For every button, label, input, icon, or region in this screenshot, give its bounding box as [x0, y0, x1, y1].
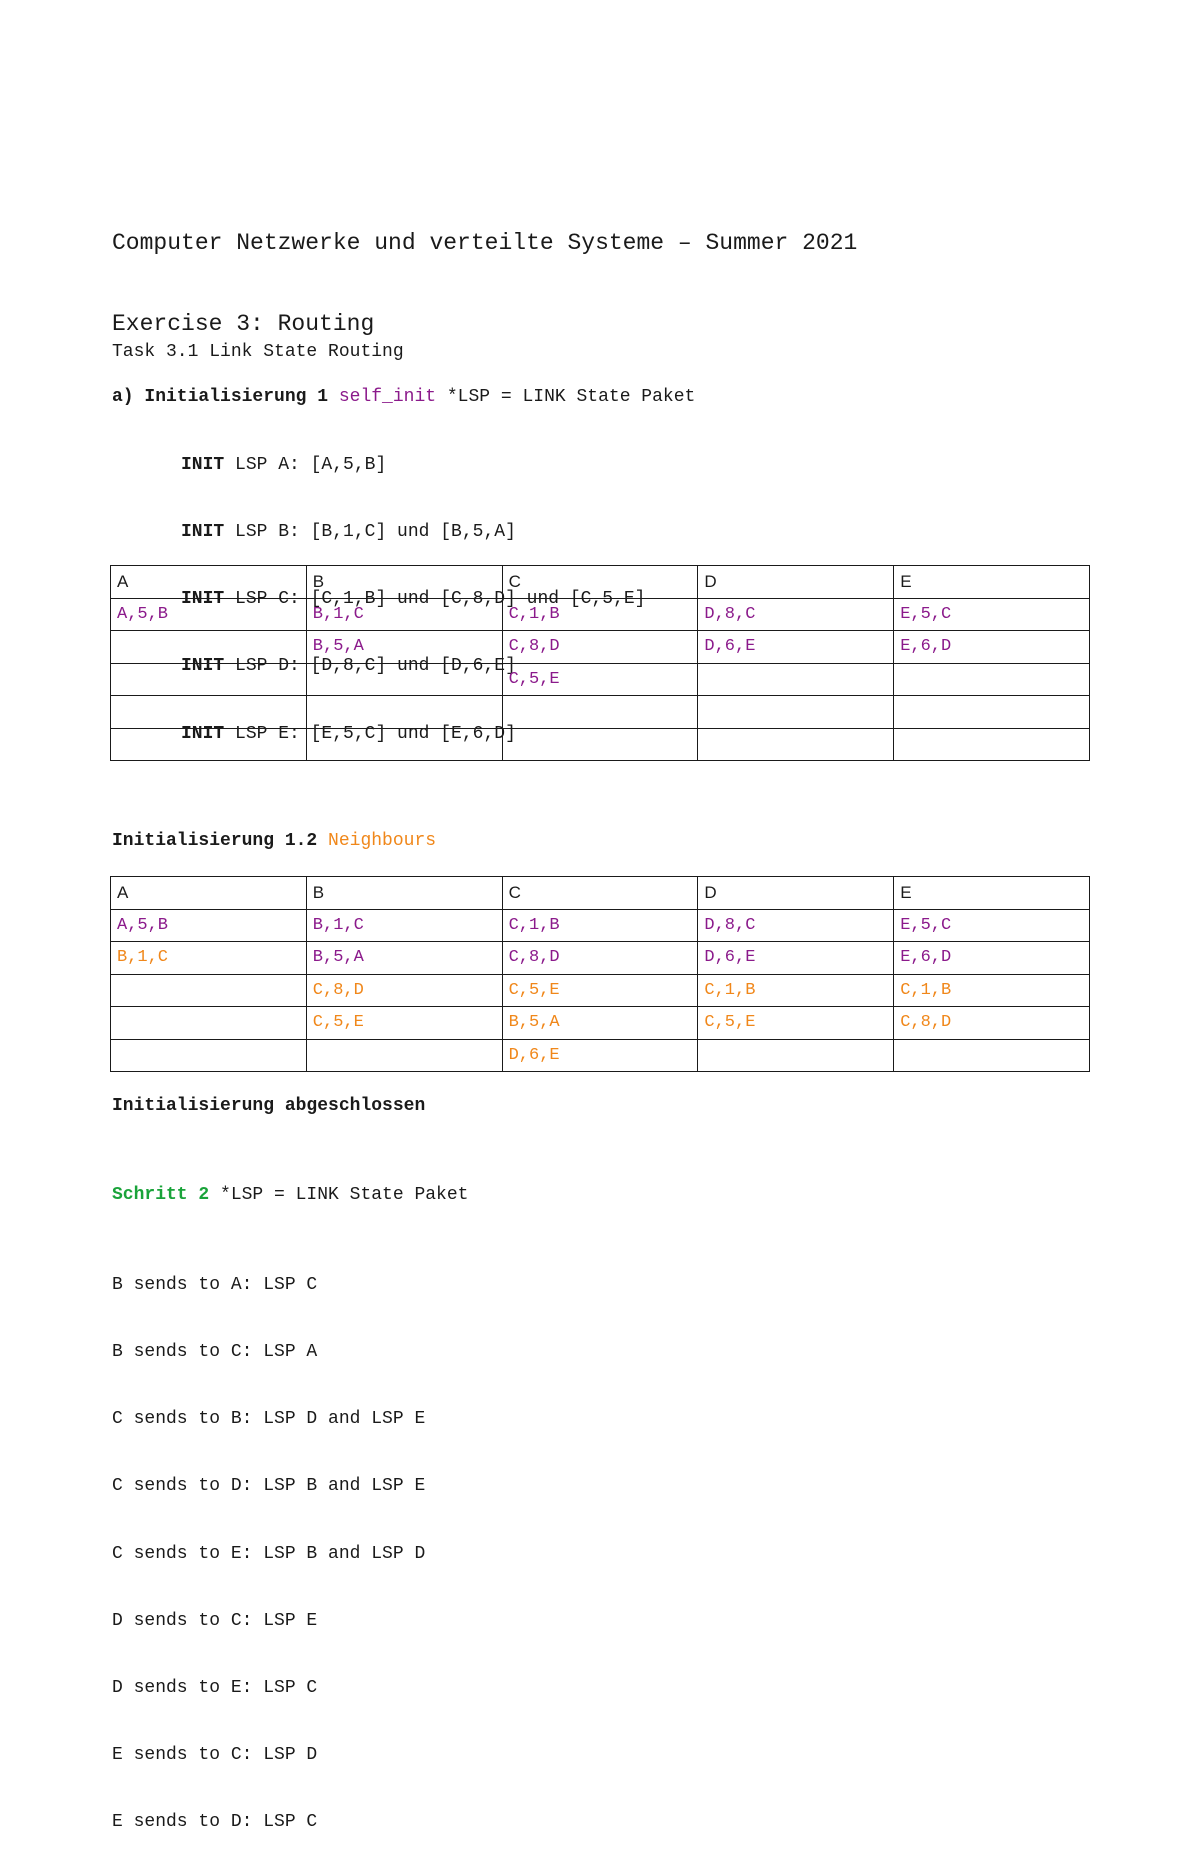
- lsp-line: INIT LSP E: [E,5,C] und [E,6,D]: [181, 723, 516, 744]
- table-cell: [698, 663, 894, 696]
- table-row: [111, 909, 1090, 942]
- table-row: [111, 728, 1090, 761]
- send-line: B sends to A: LSP C: [112, 1274, 318, 1295]
- table-cell: D,6,E: [502, 1039, 698, 1072]
- table-cell: C,1,B: [502, 598, 698, 631]
- init1-suffix: *LSP = LINK State Paket: [436, 387, 696, 407]
- table-cell: [894, 728, 1090, 761]
- table-cell: C,5,E: [502, 974, 698, 1007]
- lsp-table-init: [110, 565, 1090, 761]
- table-cell: [111, 974, 307, 1007]
- title-line-1: Computer Netzwerke und verteilte Systeme – Summer 2021: [112, 230, 858, 256]
- table-cell: C,1,B: [894, 974, 1090, 1007]
- step2-heading: [112, 1184, 468, 1206]
- document-title: [112, 176, 857, 365]
- init1-prefix: a) Initialisierung 1: [112, 387, 339, 407]
- table-cell: [111, 1039, 307, 1072]
- init1-highlight: self_init: [338, 387, 437, 407]
- table-row: [111, 1007, 1090, 1040]
- table-cell: A,5,B: [111, 909, 307, 942]
- table-cell: B,5,A: [306, 942, 502, 975]
- table-cell: E,5,C: [894, 909, 1090, 942]
- table-cell: [111, 728, 307, 761]
- table-cell: D,6,E: [698, 631, 894, 664]
- lsp-line: INIT LSP A: [A,5,B]: [181, 454, 387, 475]
- init2-highlight: Neighbours: [328, 831, 437, 851]
- table-cell: C,8,D: [894, 1007, 1090, 1040]
- send-line: C sends to E: LSP B and LSP D: [112, 1543, 426, 1564]
- send-line: D sends to E: LSP C: [112, 1678, 318, 1699]
- table-row: [111, 598, 1090, 631]
- table-cell: B,1,C: [306, 909, 502, 942]
- column-header: E: [894, 877, 1090, 910]
- table-cell: [698, 696, 894, 729]
- task-heading: Task 3.1 Link State Routing: [112, 342, 404, 362]
- table-cell: [698, 728, 894, 761]
- step2-send-list: [112, 1229, 425, 1856]
- table-cell: [306, 1039, 502, 1072]
- step2-suffix: *LSP = LINK State Paket: [209, 1185, 469, 1205]
- send-line: B sends to C: LSP A: [112, 1342, 318, 1363]
- step2-highlight: Schritt 2: [112, 1185, 210, 1205]
- send-line: E sends to D: LSP C: [112, 1812, 318, 1833]
- table-cell: [111, 696, 307, 729]
- table-cell: [111, 663, 307, 696]
- column-header: D: [698, 877, 894, 910]
- column-header: E: [894, 566, 1090, 599]
- table-cell: C,8,D: [306, 974, 502, 1007]
- table-cell: [894, 696, 1090, 729]
- lsp-line: INIT LSP B: [B,1,C] und [B,5,A]: [181, 522, 516, 543]
- table-cell: [306, 728, 502, 761]
- table-cell: E,6,D: [894, 631, 1090, 664]
- table-row: [111, 631, 1090, 664]
- table-cell: D,8,C: [698, 909, 894, 942]
- table-cell: A,5,B: [111, 598, 307, 631]
- table-cell: [111, 631, 307, 664]
- table-cell: C,8,D: [502, 942, 698, 975]
- column-header: C: [502, 877, 698, 910]
- table-cell: D,8,C: [698, 598, 894, 631]
- table-cell: C,5,E: [306, 1007, 502, 1040]
- table-row: [111, 942, 1090, 975]
- table-row: [111, 1039, 1090, 1072]
- table-cell: B,1,C: [306, 598, 502, 631]
- table-cell: [306, 696, 502, 729]
- table-cell: [502, 728, 698, 761]
- send-line: D sends to C: LSP E: [112, 1610, 318, 1631]
- send-line: C sends to B: LSP D and LSP E: [112, 1409, 426, 1430]
- table-cell: E,6,D: [894, 942, 1090, 975]
- table-header-row: [111, 877, 1090, 910]
- table-cell: C,5,E: [502, 663, 698, 696]
- lsp-table-neighbours: [110, 876, 1090, 1072]
- table-cell: C,1,B: [502, 909, 698, 942]
- send-line: E sends to C: LSP D: [112, 1745, 318, 1766]
- table-cell: D,6,E: [698, 942, 894, 975]
- table-row: [111, 696, 1090, 729]
- column-header: A: [111, 877, 307, 910]
- table-cell: [698, 1039, 894, 1072]
- column-header: B: [306, 877, 502, 910]
- table-cell: [894, 1039, 1090, 1072]
- table-cell: [111, 1007, 307, 1040]
- column-header: A: [111, 566, 307, 599]
- table-cell: B,1,C: [111, 942, 307, 975]
- table-cell: [502, 696, 698, 729]
- init2-prefix: Initialisierung 1.2: [112, 831, 329, 851]
- table-cell: C,8,D: [502, 631, 698, 664]
- column-header: D: [698, 566, 894, 599]
- table-cell: [894, 663, 1090, 696]
- init1-heading: [112, 386, 695, 408]
- table-cell: [306, 663, 502, 696]
- table-row: [111, 663, 1090, 696]
- column-header: C: [502, 566, 698, 599]
- init-done-text: Initialisierung abgeschlossen: [112, 1096, 426, 1116]
- lsp-line: INIT LSP D: [D,8,C] und [D,6,E]: [181, 656, 516, 677]
- init2-heading: [112, 830, 436, 852]
- title-line-2: Exercise 3: Routing: [112, 311, 375, 337]
- send-line: C sends to D: LSP B and LSP E: [112, 1476, 426, 1497]
- table-row: [111, 974, 1090, 1007]
- column-header: B: [306, 566, 502, 599]
- table-header-row: [111, 566, 1090, 599]
- table-cell: E,5,C: [894, 598, 1090, 631]
- table-cell: B,5,A: [502, 1007, 698, 1040]
- table-cell: C,5,E: [698, 1007, 894, 1040]
- table-cell: B,5,A: [306, 631, 502, 664]
- lsp-line: INIT LSP C: [C,1,B] und [C,8,D] und [C,5,E]: [181, 589, 646, 610]
- table-cell: C,1,B: [698, 974, 894, 1007]
